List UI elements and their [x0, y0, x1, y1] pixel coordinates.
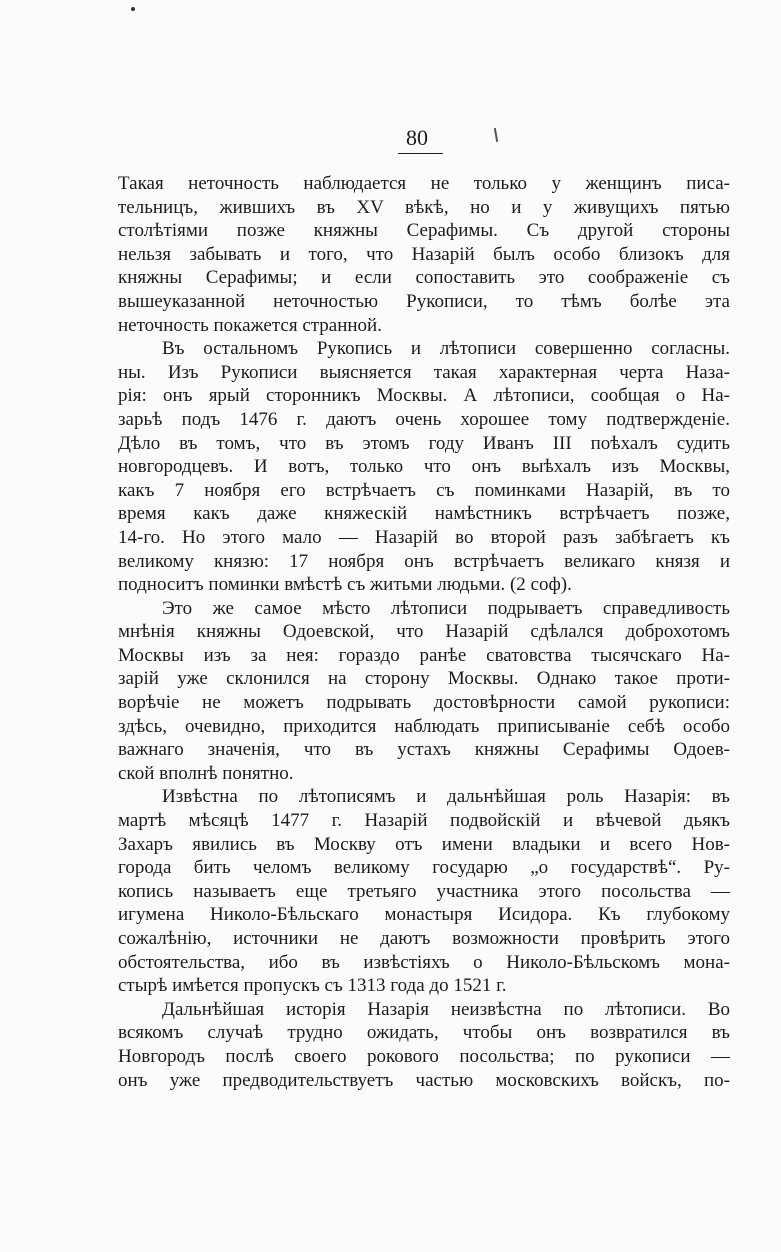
- text-line: онъ уже предводительствуетъ частью московскихъ войскъ, по-: [118, 1069, 730, 1091]
- text-line: здѣсь, очевидно, приходится наблюдать приписываніе себѣ особо: [118, 715, 730, 737]
- text-line: Новгородъ послѣ своего рокового посольства; по рукописи —: [118, 1045, 730, 1067]
- text-line: Захаръ явились въ Москву отъ имени владыки и всего Нов-: [118, 833, 730, 855]
- text-line: копись называетъ еще третьяго участника этого посольства —: [118, 880, 730, 902]
- text-line: рія: онъ ярый сторонникъ Москвы. А лѣтописи, сообщая о На-: [118, 385, 730, 407]
- text-line: новгородцевъ. И вотъ, только что онъ выѣхалъ изъ Москвы,: [118, 456, 730, 478]
- text-line: ворѣчіе не можетъ подрывать достовѣрности самой рукописи:: [118, 692, 730, 714]
- page-body: [118, 172, 730, 1092]
- paragraph-4: [118, 785, 730, 997]
- text-line: важнаго значенія, что въ устахъ княжны Серафимы Одоев-: [118, 739, 730, 761]
- text-line: Дѣло въ томъ, что въ этомъ году Иванъ III поѣхалъ судить: [118, 432, 730, 454]
- text-line: 14-го. Но этого мало — Назарій во второй разъ забѣгаетъ къ: [118, 526, 730, 548]
- page-number-rule: [398, 153, 443, 154]
- paragraph-5: [118, 998, 730, 1092]
- text-line: Это же самое мѣсто лѣтописи подрываетъ справедливость: [162, 597, 730, 619]
- page-number: 80: [406, 125, 428, 150]
- text-line: княжны Серафимы; и если сопоставить это соображеніе съ: [118, 267, 730, 289]
- text-line: мнѣнія княжны Одоевской, что Назарій сдѣлался доброхотомъ: [118, 621, 730, 643]
- text-line: обстоятельства, ибо въ извѣстіяхъ о Николо-Бѣльскомъ мона-: [118, 951, 730, 973]
- paragraph-2: [118, 337, 730, 597]
- text-line: столѣтіями позже княжны Серафимы. Съ другой стороны: [118, 220, 730, 242]
- ink-speck: [131, 7, 135, 11]
- text-line: вышеуказанной неточностью Рукописи, то тѣмъ болѣе эта: [118, 290, 730, 312]
- text-line: Такая неточность наблюдается не только у женщинъ писа-: [118, 173, 730, 194]
- text-line: зарій уже склонился на сторону Москвы. Однако такое проти-: [118, 668, 730, 690]
- text-line: всякомъ случаѣ трудно ожидать, чтобы онъ возвратился въ: [118, 1022, 730, 1044]
- text-line: Извѣстна по лѣтописямъ и дальнѣйшая роль Назарія: въ: [162, 786, 730, 808]
- text-line: нельзя забывать и того, что Назарій былъ особо близокъ для: [118, 243, 730, 265]
- text-line: ны. Изъ Рукописи выясняется такая характерная черта Наза-: [118, 361, 730, 383]
- text-line: игумена Николо-Бѣльскаго монастыря Исидора. Къ глубокому: [118, 904, 730, 926]
- text-line: Москвы изъ за нея: гораздо ранѣе сватовства тысячскаго На-: [118, 644, 730, 666]
- paragraph-1: [118, 172, 730, 337]
- text-line: ской вполнѣ понятно.: [118, 762, 294, 784]
- text-line: мартѣ мѣсяцѣ 1477 г. Назарій подвойскій и вѣчевой дьякъ: [118, 810, 730, 832]
- page-header: [0, 124, 781, 164]
- text-line: стырѣ имѣется пропускъ съ 1313 года до 1521 г.: [118, 975, 507, 997]
- paragraph-3: [118, 597, 730, 786]
- text-line: города бить челомъ великому государю „о государствѣ“. Ру-: [118, 857, 730, 879]
- text-line: неточность покажется странной.: [118, 314, 382, 336]
- text-line: сожалѣнію, источники не даютъ возможности провѣрить этого: [118, 928, 730, 949]
- margin-tick-mark: [494, 128, 498, 142]
- text-line: зарьѣ подъ 1476 г. даютъ очень хорошее тому подтвержденіе.: [118, 408, 730, 430]
- text-line: великому князю: 17 ноября онъ встрѣчаетъ великаго князя и: [118, 550, 730, 572]
- text-line: тельницъ, жившихъ въ XV вѣкѣ, но и у живущихъ пятью: [118, 196, 730, 218]
- text-line: какъ 7 ноября его встрѣчаетъ съ поминками Назарій, въ то: [118, 479, 730, 501]
- text-line: время какъ даже княжескій намѣстникъ встрѣчаетъ позже,: [118, 503, 730, 525]
- text-line: Въ остальномъ Рукопись и лѣтописи совершенно согласны.: [162, 338, 730, 360]
- text-line: Дальнѣйшая исторія Назарія неизвѣстна по лѣтописи. Во: [162, 998, 730, 1020]
- text-line: подноситъ поминки вмѣстѣ съ житьми людьми. (2 соф).: [118, 574, 572, 596]
